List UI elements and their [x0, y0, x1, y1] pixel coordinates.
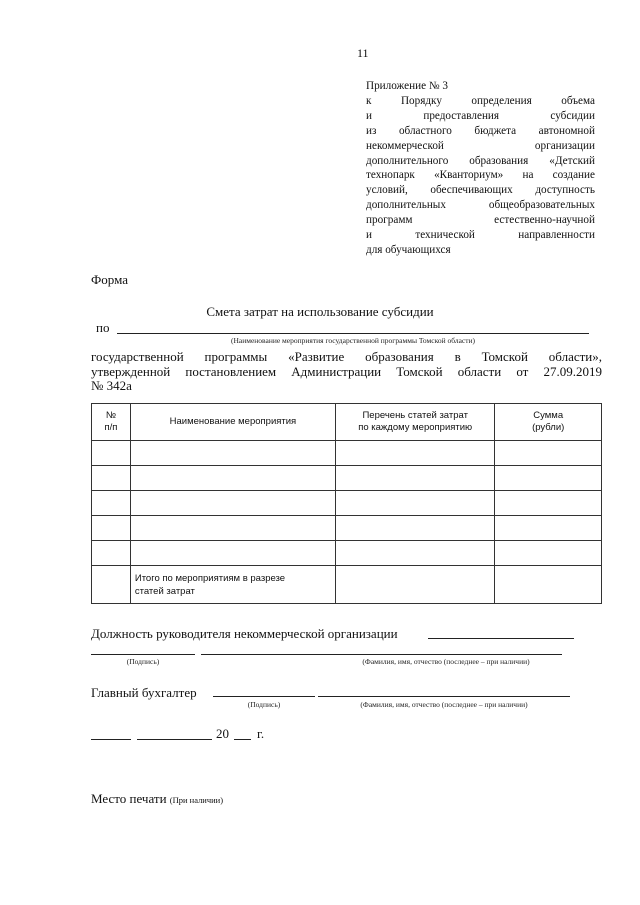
appendix-line: для обучающихся	[366, 243, 451, 256]
seal-hint: (При наличии)	[169, 795, 224, 805]
table-total-row	[92, 566, 602, 604]
table-cell[interactable]	[336, 491, 495, 516]
paragraph-line: государственной программы «Развитие образования в Томской области»,	[91, 349, 602, 364]
appendix-line: из областного бюджета автономной	[366, 124, 595, 137]
table-cell[interactable]	[92, 541, 131, 566]
date-month-field[interactable]	[137, 739, 212, 740]
accountant-fio-field[interactable]	[318, 696, 570, 697]
total-label	[130, 566, 335, 604]
header-cost-items-line: Перечень статей затрат	[362, 410, 468, 421]
table-row	[92, 466, 602, 491]
table-row	[92, 441, 602, 466]
program-name-hint: (Наименование мероприятия государственной программы Томской области)	[230, 336, 476, 345]
header-event-name	[130, 404, 335, 441]
table-cell[interactable]	[495, 566, 602, 604]
date-day-field[interactable]	[91, 739, 131, 740]
po-label: по	[96, 320, 110, 335]
paragraph-line: № 342а	[91, 378, 132, 393]
accountant-signature-field[interactable]	[213, 696, 315, 697]
appendix-line: дополнительного образования «Детский	[366, 154, 595, 167]
appendix-line: некоммерческой организации	[366, 139, 595, 152]
seal-label: Место печати	[91, 791, 167, 806]
table-cell[interactable]	[130, 516, 335, 541]
appendix-block	[366, 79, 595, 258]
table-cell[interactable]	[336, 566, 495, 604]
date-year-field[interactable]	[234, 739, 251, 740]
appendix-title: Приложение № 3	[366, 80, 448, 92]
page-number: 11	[357, 46, 369, 60]
total-label-line: Итого по мероприятиям в разрезе	[134, 572, 286, 584]
appendix-line: и предоставления субсидии	[366, 109, 595, 122]
table-cell[interactable]	[92, 516, 131, 541]
header-number	[92, 404, 131, 441]
header-amount	[495, 404, 602, 441]
appendix-line: технопарк «Кванториум» на создание	[366, 169, 595, 182]
appendix-line: к Порядку определения объема	[366, 94, 595, 107]
date-year-suffix: г.	[257, 726, 265, 741]
director-fio-hint	[201, 657, 562, 666]
table-cell[interactable]	[92, 466, 131, 491]
table-cell	[92, 566, 131, 604]
program-paragraph	[91, 350, 602, 394]
table-cell[interactable]	[495, 466, 602, 491]
appendix-line: условий, обеспечивающих доступность	[366, 184, 595, 197]
paragraph-line: утвержденной постановлением Администрации Томской области от 27.09.2019	[91, 363, 602, 379]
table-cell[interactable]	[495, 516, 602, 541]
table-cell[interactable]	[92, 491, 131, 516]
table-cell[interactable]	[130, 441, 335, 466]
appendix-line: дополнительных общеобразовательных	[366, 199, 595, 212]
director-position-field[interactable]	[428, 638, 574, 639]
header-cost-items	[336, 404, 495, 441]
seal-place	[91, 791, 223, 807]
director-fio-hint-text: (Фамилия, имя, отчество (последнее – при наличии)	[362, 657, 530, 666]
director-signature-field[interactable]	[91, 654, 195, 655]
table-cell[interactable]	[130, 466, 335, 491]
program-name-field[interactable]	[117, 333, 589, 334]
table-header-row	[92, 404, 602, 441]
table-row	[92, 541, 602, 566]
director-fio-field[interactable]	[201, 654, 562, 655]
table-row	[92, 516, 602, 541]
table-cell[interactable]	[495, 491, 602, 516]
appendix-line: программ естественно-научной	[366, 214, 595, 227]
table-cell[interactable]	[92, 441, 131, 466]
total-label-line: статей затрат	[134, 585, 195, 597]
form-label: Форма	[91, 272, 128, 287]
table-cell[interactable]	[495, 541, 602, 566]
header-number-line: п/п	[104, 422, 118, 433]
table-cell[interactable]	[336, 516, 495, 541]
appendix-line: и технической направленности	[366, 229, 595, 242]
table-row	[92, 491, 602, 516]
date-year-prefix: 20	[216, 726, 229, 741]
document-title: Смета затрат на использование субсидии	[206, 304, 434, 319]
director-position-label: Должность руководителя некоммерческой организации	[91, 626, 398, 641]
accountant-signature-hint: (Подпись)	[247, 700, 281, 709]
header-cost-items-line: по каждому мероприятию	[358, 422, 473, 433]
accountant-fio-hint: (Фамилия, имя, отчество (последнее – при наличии)	[360, 700, 528, 709]
table-cell[interactable]	[130, 491, 335, 516]
chief-accountant-label: Главный бухгалтер	[91, 685, 197, 700]
director-signature-hint: (Подпись)	[126, 657, 160, 666]
header-amount-line: Сумма	[533, 410, 564, 421]
table-cell[interactable]	[336, 466, 495, 491]
table-cell[interactable]	[336, 541, 495, 566]
header-number-line: №	[105, 410, 117, 421]
table-cell[interactable]	[130, 541, 335, 566]
table-cell[interactable]	[495, 441, 602, 466]
header-amount-line: (рубли)	[532, 422, 565, 433]
table-cell[interactable]	[336, 441, 495, 466]
header-event-name-line: Наименование мероприятия	[169, 416, 297, 427]
cost-estimate-table	[91, 403, 602, 604]
